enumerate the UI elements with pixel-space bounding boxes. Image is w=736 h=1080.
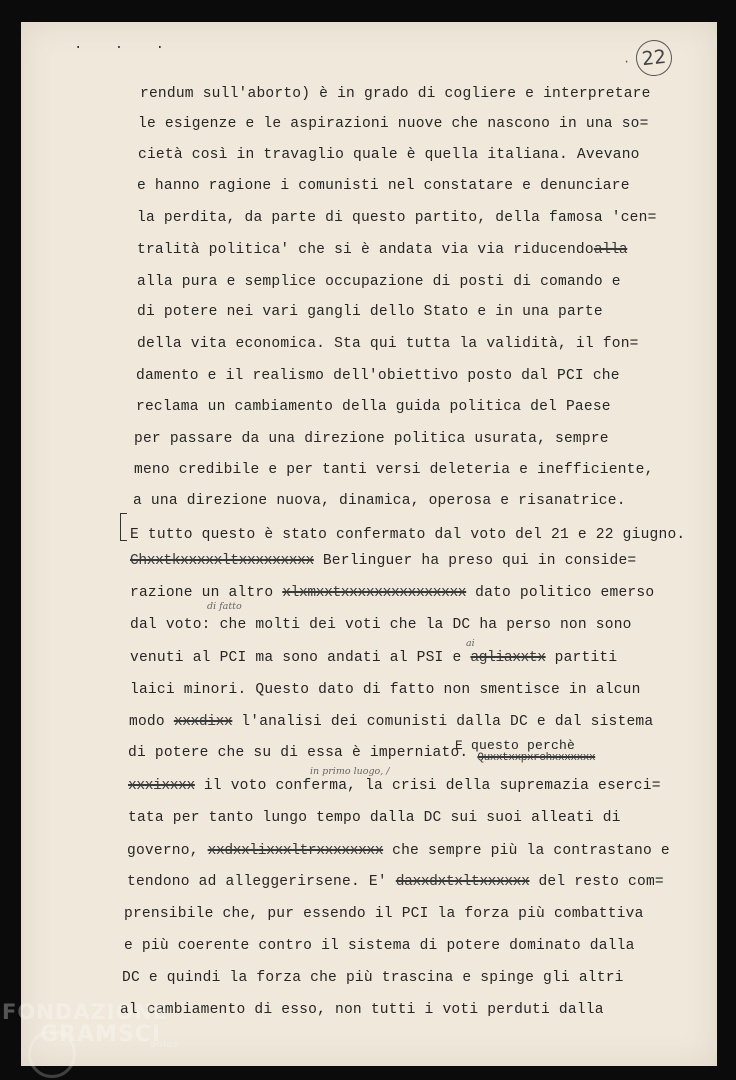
handwritten-insertion: di fatto bbox=[207, 601, 242, 612]
line-text: l'analisi dei comunisti dalla DC e dal sistema bbox=[241, 714, 654, 730]
text-line: di potere nei vari gangli dello Stato e in una parte bbox=[137, 304, 603, 320]
text-line: rendum sull'aborto) è in grado di cogliere e interpretare bbox=[140, 86, 651, 102]
text-line: tata per tanto lungo tempo dalla DC sui suoi alleati di bbox=[128, 810, 621, 826]
struck-text: xxxixxxx bbox=[128, 778, 195, 794]
page-number: 22 bbox=[634, 38, 674, 78]
line-text: che sempre più la contrastano e bbox=[392, 843, 670, 859]
struck-text: agliaxxtx bbox=[470, 650, 546, 666]
text-line: per passare da una direzione politica usurata, sempre bbox=[134, 431, 609, 447]
text-line: della vita economica. Sta qui tutta la validità, il fon= bbox=[137, 336, 639, 352]
struck-text: Chxxtkxxxxxltxxxxxxxxx bbox=[130, 553, 314, 569]
text-line: cietà così in travaglio quale è quella italiana. Avevano bbox=[138, 147, 640, 163]
line-text: il voto conferma, la crisi della supremazia eserci= bbox=[203, 778, 661, 794]
text-line bbox=[130, 650, 617, 666]
text-line: E tutto questo è stato confermato dal voto del 21 e 22 giugno. bbox=[130, 527, 686, 543]
text-line: al cambiamento di esso, non tutti i voti perduti dalla bbox=[120, 1002, 604, 1018]
line-text: venuti al PCI ma sono andati al PSI e bbox=[130, 650, 462, 666]
line-text: dato politico emerso bbox=[475, 585, 655, 601]
watermark-line1: FONDAZIONE bbox=[2, 1000, 169, 1024]
watermark bbox=[2, 1000, 180, 1050]
text-line bbox=[130, 585, 654, 601]
margin-bracket bbox=[120, 513, 127, 541]
text-line bbox=[127, 874, 664, 890]
struck-text: daxxdxtxltxxxxxx bbox=[395, 874, 530, 890]
text-line: e hanno ragione i comunisti nel constatare e denunciare bbox=[137, 178, 630, 194]
line-text: tralità politica' che si è andata via via riducendo bbox=[137, 242, 594, 258]
text-line bbox=[127, 843, 670, 859]
line-text: di potere che su di essa è imperniato. bbox=[128, 745, 469, 761]
struck-text: xxxdixx bbox=[173, 714, 233, 730]
text-line: alla pura e semplice occupazione di posti di comando e bbox=[137, 274, 621, 290]
text-line bbox=[137, 242, 627, 258]
text-line: damento e il realismo dell'obiettivo posto dal PCI che bbox=[136, 368, 620, 384]
header-marks: · · · bbox=[74, 40, 177, 56]
line-text: partiti bbox=[554, 650, 618, 666]
struck-text: xxdxxlixxxltrxxxxxxxx bbox=[207, 843, 384, 859]
line-text: del resto com= bbox=[538, 874, 664, 890]
line-text: modo bbox=[129, 714, 165, 730]
text-line: laici minori. Questo dato di fatto non smentisce in alcun bbox=[130, 682, 641, 698]
text-line bbox=[129, 714, 653, 730]
struck-text: alla bbox=[593, 242, 628, 258]
struck-text: xlxmxxtxxxxxxxxxxxxxxx bbox=[282, 585, 467, 601]
text-line: a una direzione nuova, dinamica, operosa e risanatrice. bbox=[133, 493, 626, 509]
line-text: razione un altro bbox=[130, 585, 274, 601]
text-line: E questo perchè bbox=[455, 738, 576, 753]
text-line bbox=[130, 553, 636, 569]
line-text: Berlinguer ha preso qui in conside= bbox=[322, 553, 637, 569]
text-line: meno credibile e per tanti versi deleteria e inefficiente, bbox=[134, 462, 654, 478]
text-line: dal voto: che molti dei voti che la DC ha perso non sono bbox=[130, 617, 632, 633]
text-line bbox=[128, 745, 596, 764]
text-line: DC e quindi la forza che più trascina e spinge gli altri bbox=[122, 970, 624, 986]
text-line: e più coerente contro il sistema di potere dominato dalla bbox=[124, 938, 635, 954]
text-line: reclama un cambiamento della guida politica del Paese bbox=[136, 399, 611, 415]
watermark-line3: onlus bbox=[150, 1040, 180, 1050]
handwritten-insertion: in primo luogo, / bbox=[310, 766, 390, 777]
handwritten-insertion: ai bbox=[466, 638, 475, 649]
line-text: tendono ad alleggerirsene. E' bbox=[127, 874, 387, 890]
text-line bbox=[128, 778, 661, 794]
text-line: la perdita, da parte di questo partito, della famosa 'cen= bbox=[137, 210, 657, 226]
text-line: le esigenze e le aspirazioni nuove che nascono in una so= bbox=[138, 116, 649, 132]
line-text: governo, bbox=[127, 843, 199, 859]
text-line: prensibile che, pur essendo il PCI la forza più combattiva bbox=[124, 906, 644, 922]
watermark-line2: GRAMSCI bbox=[40, 1022, 162, 1047]
struck-text: Quxxtxxpxrchxxxxxxx bbox=[477, 752, 596, 764]
page-number-tick: · bbox=[623, 55, 631, 69]
